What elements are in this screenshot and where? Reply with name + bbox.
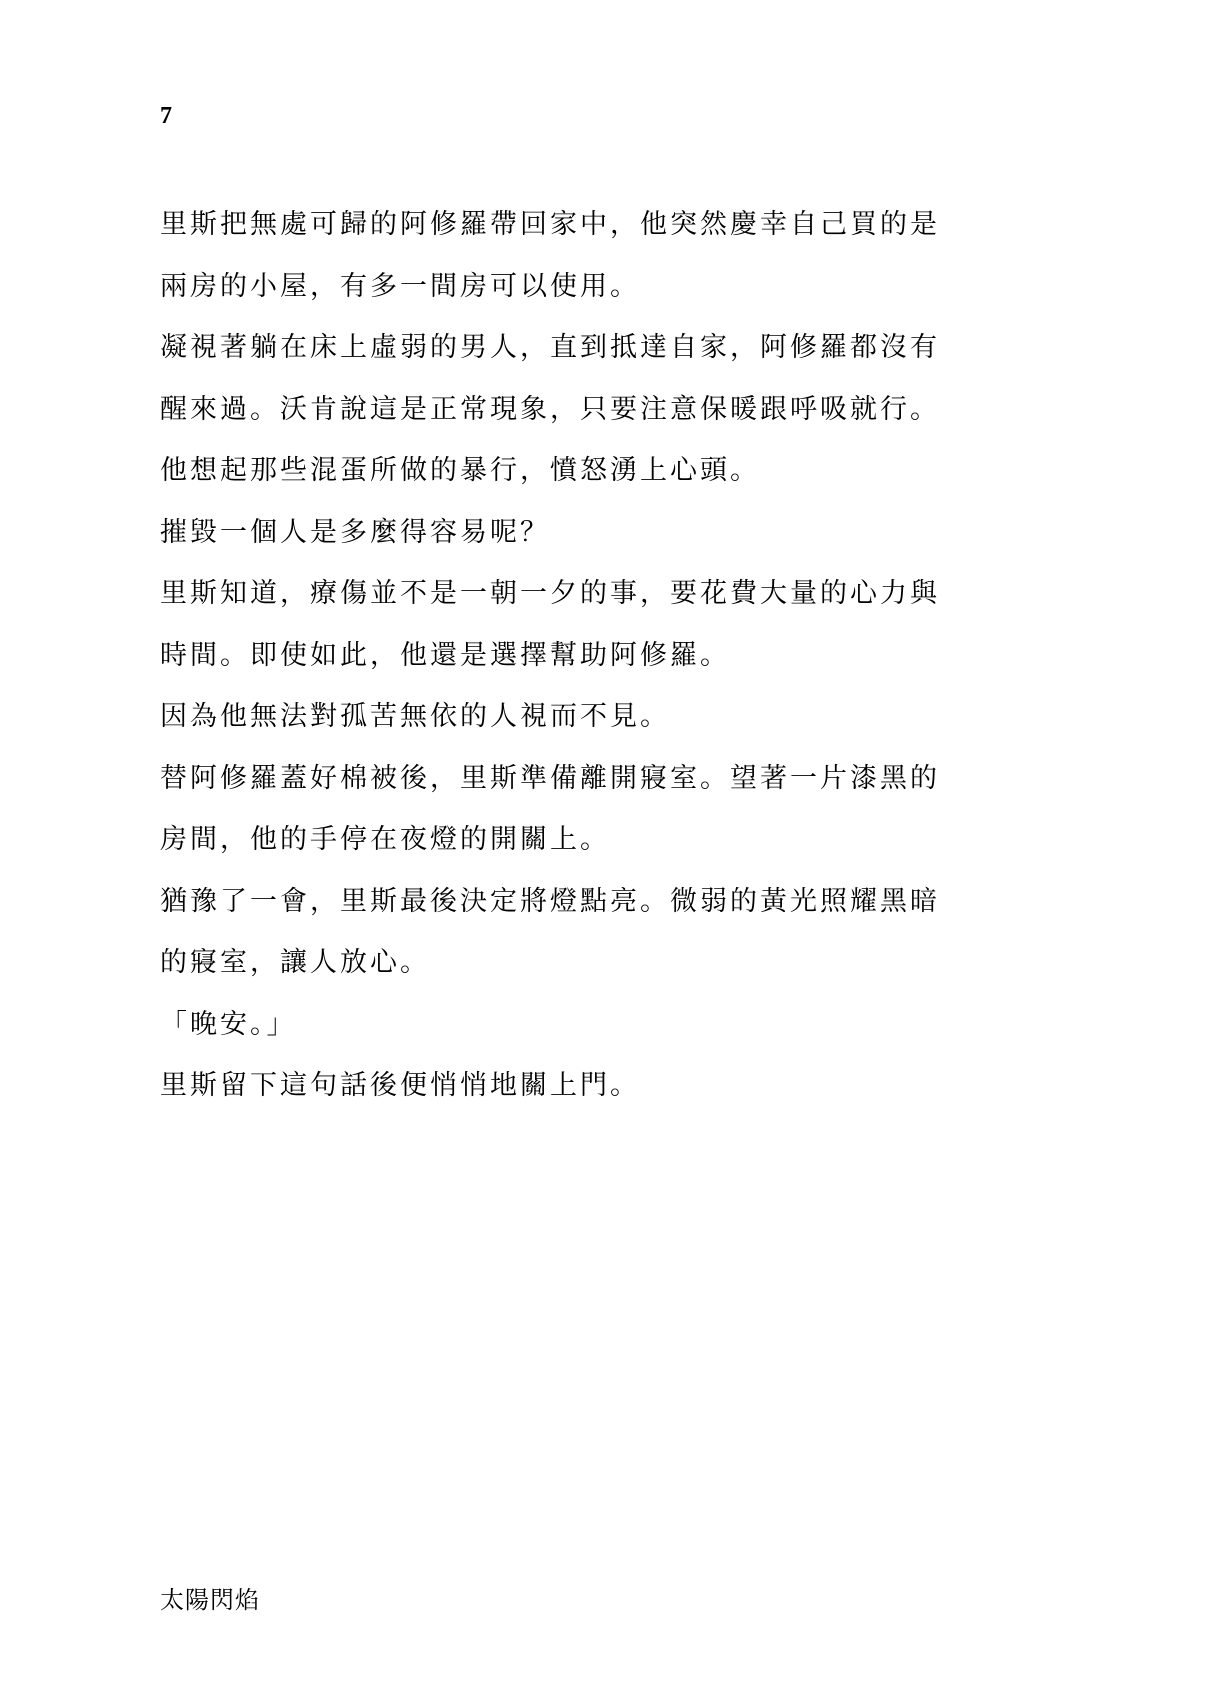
text-line-10: 替阿修羅蓋好棉被後，里斯準備離開寢室。望著一片漆黑的: [160, 762, 940, 794]
text-line-12: 猶豫了一會，里斯最後決定將燈點亮。微弱的黃光照耀黑暗: [160, 885, 940, 917]
text-line-13: 的寢室，讓人放心。: [160, 947, 430, 978]
text-line-14: 「晚安。」: [160, 1008, 297, 1040]
text-line-15: 里斯留下這句話後便悄悄地關上門。: [160, 1070, 640, 1101]
body-text: [160, 194, 980, 1117]
text-line-7: 里斯知道，療傷並不是一朝一夕的事，要花費大量的心力與: [160, 578, 940, 609]
text-line-1: 里斯把無處可歸的阿修羅帶回家中，他突然慶幸自己買的是: [160, 209, 940, 240]
footer-title: 太陽閃焰: [160, 1586, 260, 1614]
text-line-5: 他想起那些混蛋所做的暴行，憤怒湧上心頭。: [160, 455, 760, 486]
page-number: 7: [160, 103, 172, 129]
text-line-4: 醒來過。沃肯說這是正常現象，只要注意保暖跟呼吸就行。: [160, 393, 940, 425]
text-line-11: 房間，他的手停在夜燈的開關上。: [160, 824, 610, 855]
text-line-3: 凝視著躺在床上虛弱的男人，直到抵達自家，阿修羅都沒有: [160, 332, 940, 363]
text-line-6: 摧毀一個人是多麼得容易呢？: [160, 516, 550, 548]
text-line-8: 時間。即使如此，他還是選擇幫助阿修羅。: [160, 639, 730, 671]
text-line-2: 兩房的小屋，有多一間房可以使用。: [160, 270, 640, 302]
text-line-9: 因為他無法對孤苦無依的人視而不見。: [160, 701, 670, 732]
